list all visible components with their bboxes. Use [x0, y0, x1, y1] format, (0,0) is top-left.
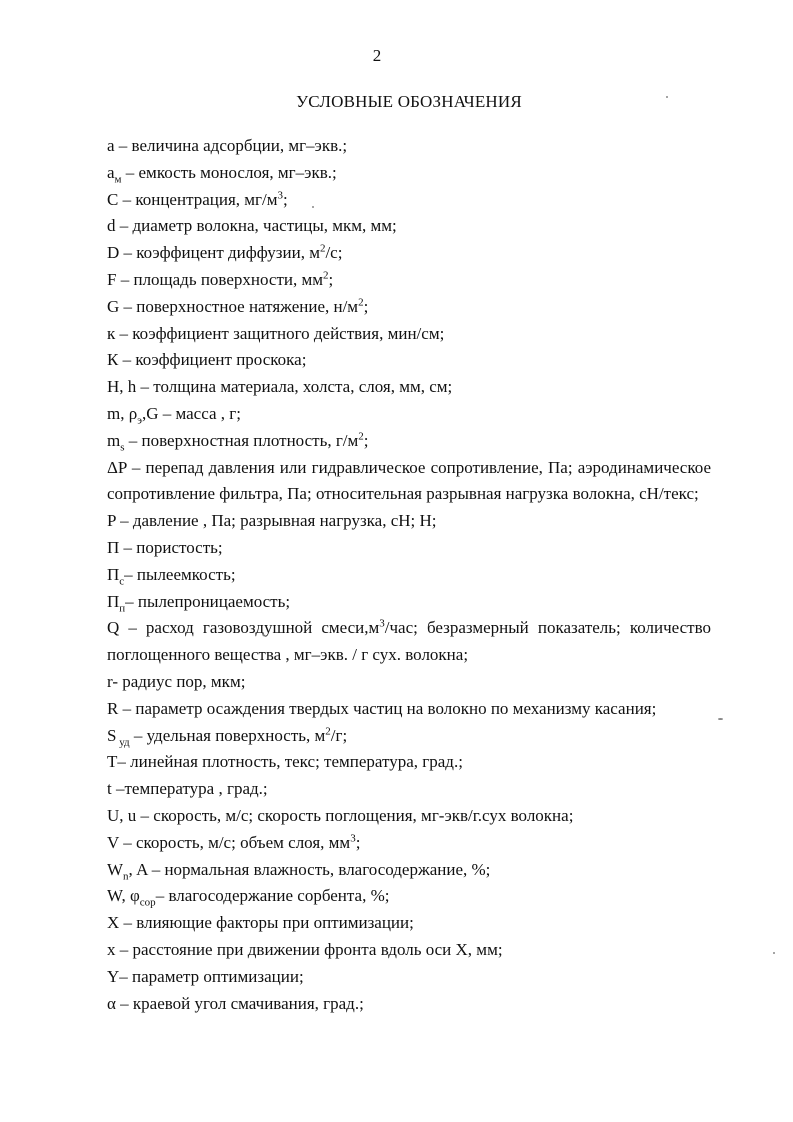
entry-description-tail: ; [283, 189, 288, 209]
notation-entry [107, 428, 711, 455]
notation-entry [107, 669, 711, 696]
entry-symbol: V [107, 832, 119, 852]
entry-description: –температура , град.; [111, 779, 268, 799]
notation-entry [107, 508, 711, 535]
notation-entry [107, 267, 711, 294]
scan-speck [773, 952, 775, 954]
notation-entry [107, 240, 711, 267]
notation-entry [107, 535, 711, 562]
entry-description: – пористость; [119, 537, 223, 557]
entry-superscript: 3 [277, 188, 283, 201]
entry-symbol: a [107, 136, 115, 155]
entry-description: – расстояние при движении фронта вдоль оси X, мм; [115, 939, 503, 959]
notation-entry [107, 937, 711, 964]
entry-description: – концентрация, мг/м [118, 189, 278, 209]
notation-list [107, 133, 711, 1017]
entry-symbol: U, u [107, 805, 137, 825]
entry-symbol: П [107, 591, 120, 611]
entry-description: – параметр оптимизации; [119, 966, 304, 986]
entry-description: – удельная поверхность, м [129, 725, 326, 745]
scan-speck [718, 718, 723, 720]
notation-entry [107, 857, 711, 884]
entry-description: – перепад давления или гидравлическое сопротивление, Па; аэродинамическое сопротивление фильтра, Па; относительная разрывная нагрузка волокна, сН/текс; [107, 457, 711, 504]
notation-entry [107, 749, 711, 776]
entry-description: – влияющие факторы при оптимизации; [119, 913, 414, 933]
entry-symbol: d [107, 216, 116, 236]
notation-entry [107, 776, 711, 803]
entry-symbol: α [107, 993, 116, 1013]
scan-speck [312, 206, 314, 208]
entry-description-tail: ; [328, 269, 334, 289]
entry-symbol: D [107, 243, 120, 263]
entry-symbol: П [107, 537, 120, 557]
notation-entry [107, 347, 711, 374]
entry-symbol: X [107, 913, 120, 933]
entry-superscript: 2 [358, 430, 364, 443]
entry-symbol: r [107, 671, 113, 691]
entry-description: - радиус пор, мкм; [112, 671, 246, 691]
entry-subscript: с [119, 575, 125, 588]
entry-description: – расход газовоздушной смеси,м [119, 618, 380, 638]
entry-description: – емкость монослоя, мг–экв.; [121, 162, 337, 182]
entry-superscript: 2 [325, 724, 331, 737]
notation-entry [107, 321, 711, 348]
notation-entry [107, 294, 711, 321]
entry-description: ,G – масса , г; [141, 403, 241, 423]
entry-symbol: W, φ [107, 886, 140, 906]
notation-entry [107, 883, 711, 910]
entry-description: – поверхностное натяжение, н/м [119, 296, 359, 316]
entry-description-tail: ; [363, 296, 369, 316]
notation-entry [107, 696, 711, 723]
entry-symbol: m [107, 430, 121, 450]
notation-entry [107, 803, 711, 830]
entry-symbol: Q [107, 618, 120, 638]
entry-description: – диаметр волокна, частицы, мкм, мм; [115, 216, 397, 236]
entry-symbol: к [107, 323, 116, 343]
entry-symbol: К [107, 350, 119, 370]
entry-description-tail: ; [363, 430, 369, 450]
notation-entry [107, 213, 711, 240]
entry-subscript: n [123, 869, 129, 882]
notation-entry [107, 910, 711, 937]
entry-symbol: T [107, 752, 118, 772]
entry-symbol: G [107, 296, 120, 316]
entry-description-tail: /г; [330, 725, 348, 745]
notation-entry [107, 160, 711, 187]
entry-symbol: W [107, 859, 124, 879]
entry-subscript: м [114, 173, 122, 186]
entry-description-tail: ; [355, 832, 361, 852]
entry-symbol: Y [107, 966, 120, 986]
entry-subscript: уд [116, 735, 130, 748]
entry-symbol: P [107, 511, 116, 531]
notation-entry [107, 187, 711, 214]
entry-symbol: x [107, 939, 116, 959]
entry-symbol: m, ρ [107, 403, 138, 423]
entry-description: – величина адсорбции, мг–экв.; [114, 136, 348, 155]
entry-symbol: П [107, 564, 120, 584]
entry-symbol: H, h [107, 377, 137, 397]
entry-subscript: сор [139, 896, 156, 909]
entry-description: – коэффициент защитного действия, мин/см; [115, 323, 445, 343]
entry-description: – линейная плотность, текс; температура, град.; [117, 752, 463, 772]
entry-subscript: п [119, 601, 126, 614]
entry-description-tail: /с; [325, 243, 343, 263]
entry-description: – скорость, м/с; объем слоя, мм [118, 832, 351, 852]
entry-description: – коэффициент проскока; [118, 350, 307, 370]
entry-description: – толщина материала, холста, слоя, мм, см; [136, 377, 453, 397]
entry-description: – пылепроницаемость; [125, 591, 291, 611]
entry-superscript: 2 [358, 296, 364, 309]
notation-entry [107, 723, 711, 750]
entry-superscript: 3 [379, 617, 385, 630]
entry-description: – давление , Па; разрывная нагрузка, сН; Н; [115, 511, 437, 531]
entry-subscript: э [137, 414, 142, 427]
entry-description: – краевой угол смачивания, град.; [115, 993, 364, 1013]
notation-entry [107, 401, 711, 428]
notation-entry [107, 991, 711, 1018]
entry-description-tail: /час; безразмерный показатель; количество поглощенного вещества , мг–экв. / г сух. волокна; [107, 618, 711, 665]
entry-symbol: R [107, 698, 119, 718]
entry-symbol: S [107, 725, 117, 745]
notation-entry [107, 964, 711, 991]
entry-description: – параметр осаждения твердых частиц на волокно по механизму касания; [118, 698, 657, 718]
notation-entry [107, 455, 711, 509]
entry-description: , A – нормальная влажность, влагосодержание, %; [128, 859, 491, 879]
entry-symbol: F [107, 269, 117, 289]
entry-description: – пылеемкость; [124, 564, 236, 584]
entry-symbol: ΔP [107, 457, 127, 477]
entry-description: – коэффицент диффузии, м [119, 243, 320, 263]
entry-subscript: s [120, 441, 125, 454]
entry-description: – площадь поверхности, мм [116, 269, 324, 289]
entry-description: – поверхностная плотность, г/м [124, 430, 359, 450]
page-number: 2 [372, 46, 382, 65]
entry-symbol: C [107, 189, 119, 209]
notation-entry [107, 133, 711, 160]
entry-superscript: 2 [323, 269, 329, 282]
notation-entry [107, 589, 711, 616]
entry-symbol: a [107, 162, 115, 182]
entry-superscript: 2 [319, 242, 326, 255]
entry-symbol: t [107, 779, 112, 799]
entry-description: – влагосодержание сорбента, %; [155, 886, 390, 906]
entry-superscript: 3 [350, 832, 356, 845]
page-title: УСЛОВНЫЕ ОБОЗНАЧЕНИЯ [296, 92, 522, 111]
entry-description: – скорость, м/с; скорость поглощения, мг-экв/г.сух волокна; [136, 805, 574, 825]
notation-entry [107, 562, 711, 589]
notation-entry [107, 615, 711, 669]
notation-entry [107, 374, 711, 401]
scan-speck [666, 96, 668, 98]
notation-entry [107, 830, 711, 857]
